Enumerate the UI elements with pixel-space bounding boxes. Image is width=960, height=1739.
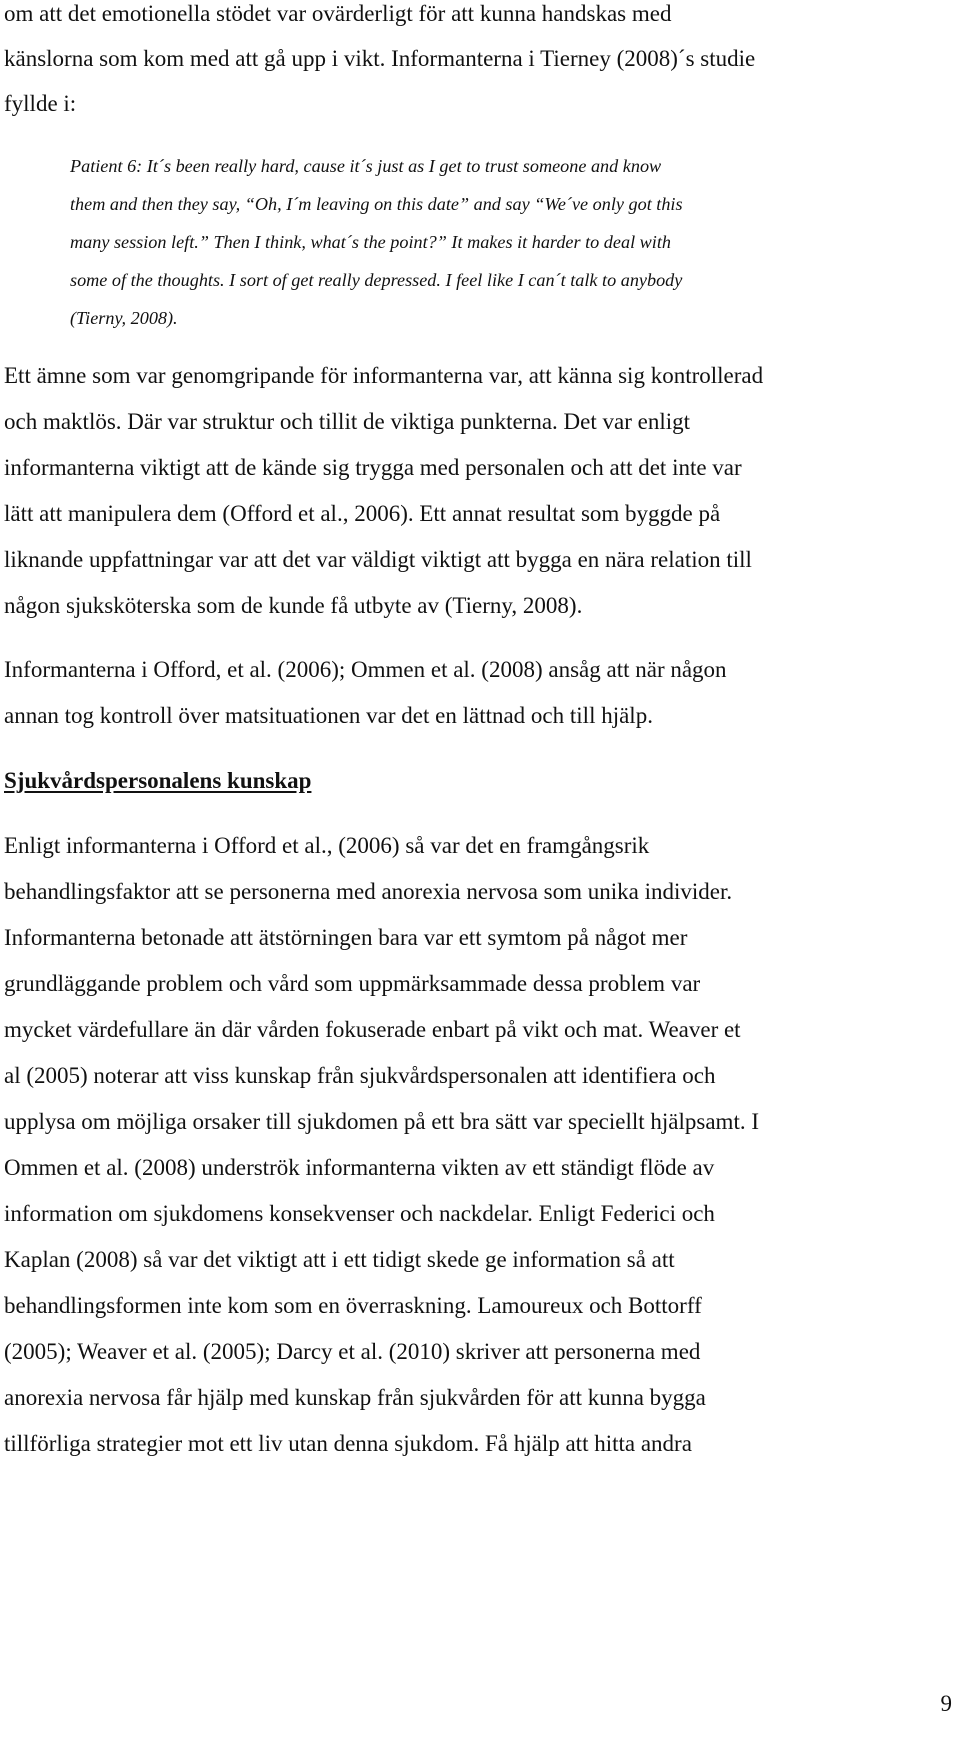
paragraph-line: behandlingsformen inte kom som en överraskning. Lamoureux och Bottorff	[4, 1293, 702, 1318]
quote-line: Patient 6: It´s been really hard, cause it´s just as I get to trust someone and know	[70, 156, 662, 176]
quote-line: many session left.” Then I think, what´s the point?” It makes it harder to deal with	[70, 232, 671, 252]
paragraph-line: Ett ämne som var genomgripande för informanterna var, att känna sig kontrollerad	[4, 363, 764, 388]
paragraph-line: Informanterna i Offord, et al. (2006); Ommen et al. (2008) ansåg att när någon	[4, 657, 727, 682]
paragraph-line: annan tog kontroll över matsituationen var det en lättnad och till hjälp.	[4, 703, 653, 728]
paragraph-line: (2005); Weaver et al. (2005); Darcy et al. (2010) skriver att personerna med	[4, 1339, 701, 1364]
intro-line: om att det emotionella stödet var ovärderligt för att kunna handskas med	[4, 1, 672, 26]
intro-line: känslorna som kom med att gå upp i vikt. Informanterna i Tierney (2008)´s studie	[4, 46, 756, 71]
paragraph-line: Ommen et al. (2008) underströk informanterna vikten av ett ständigt flöde av	[4, 1155, 715, 1180]
paragraph-line: upplysa om möjliga orsaker till sjukdomen på ett bra sätt var speciellt hjälpsamt. I	[4, 1109, 759, 1134]
quote-line: (Tierny, 2008).	[70, 308, 178, 328]
intro-line: fyllde i:	[4, 91, 77, 116]
paragraph-line: al (2005) noterar att viss kunskap från sjukvårdspersonalen att identifiera och	[4, 1063, 716, 1088]
paragraph-line: grundläggande problem och vård som uppmärksammade dessa problem var	[4, 971, 701, 996]
quote-line: some of the thoughts. I sort of get really depressed. I feel like I can´t talk to anybody	[70, 270, 683, 290]
paragraph-line: Kaplan (2008) så var det viktigt att i ett tidigt skede ge information så att	[4, 1247, 675, 1272]
paragraph-line: mycket värdefullare än där vården fokuserade enbart på vikt och mat. Weaver et	[4, 1017, 741, 1042]
paragraph-line: tillförliga strategier mot ett liv utan denna sjukdom. Få hjälp att hitta andra	[4, 1431, 692, 1456]
paragraph-line: informanterna viktigt att de kände sig trygga med personalen och att det inte var	[4, 455, 742, 480]
section-heading: Sjukvårdspersonalens kunskap	[4, 768, 312, 793]
paragraph-line: Informanterna betonade att ätstörningen bara var ett symtom på något mer	[4, 925, 688, 950]
paragraph-line: och maktlös. Där var struktur och tillit de viktiga punkterna. Det var enligt	[4, 409, 690, 434]
paragraph-line: Enligt informanterna i Offord et al., (2006) så var det en framgångsrik	[4, 833, 650, 858]
paragraph-line: någon sjuksköterska som de kunde få utbyte av (Tierny, 2008).	[4, 593, 583, 618]
page-number: 9	[940, 1691, 952, 1716]
paragraph-line: behandlingsfaktor att se personerna med anorexia nervosa som unika individer.	[4, 879, 733, 904]
paragraph-line: anorexia nervosa får hjälp med kunskap från sjukvården för att kunna bygga	[4, 1385, 706, 1410]
paragraph-line: information om sjukdomens konsekvenser och nackdelar. Enligt Federici och	[4, 1201, 715, 1226]
quote-line: them and then they say, “Oh, I´m leaving on this date” and say “We´ve only got this	[70, 194, 683, 214]
paragraph-line: liknande uppfattningar var att det var väldigt viktigt att bygga en nära relation till	[4, 547, 752, 572]
paragraph-line: lätt att manipulera dem (Offord et al., 2006). Ett annat resultat som byggde på	[4, 501, 721, 526]
